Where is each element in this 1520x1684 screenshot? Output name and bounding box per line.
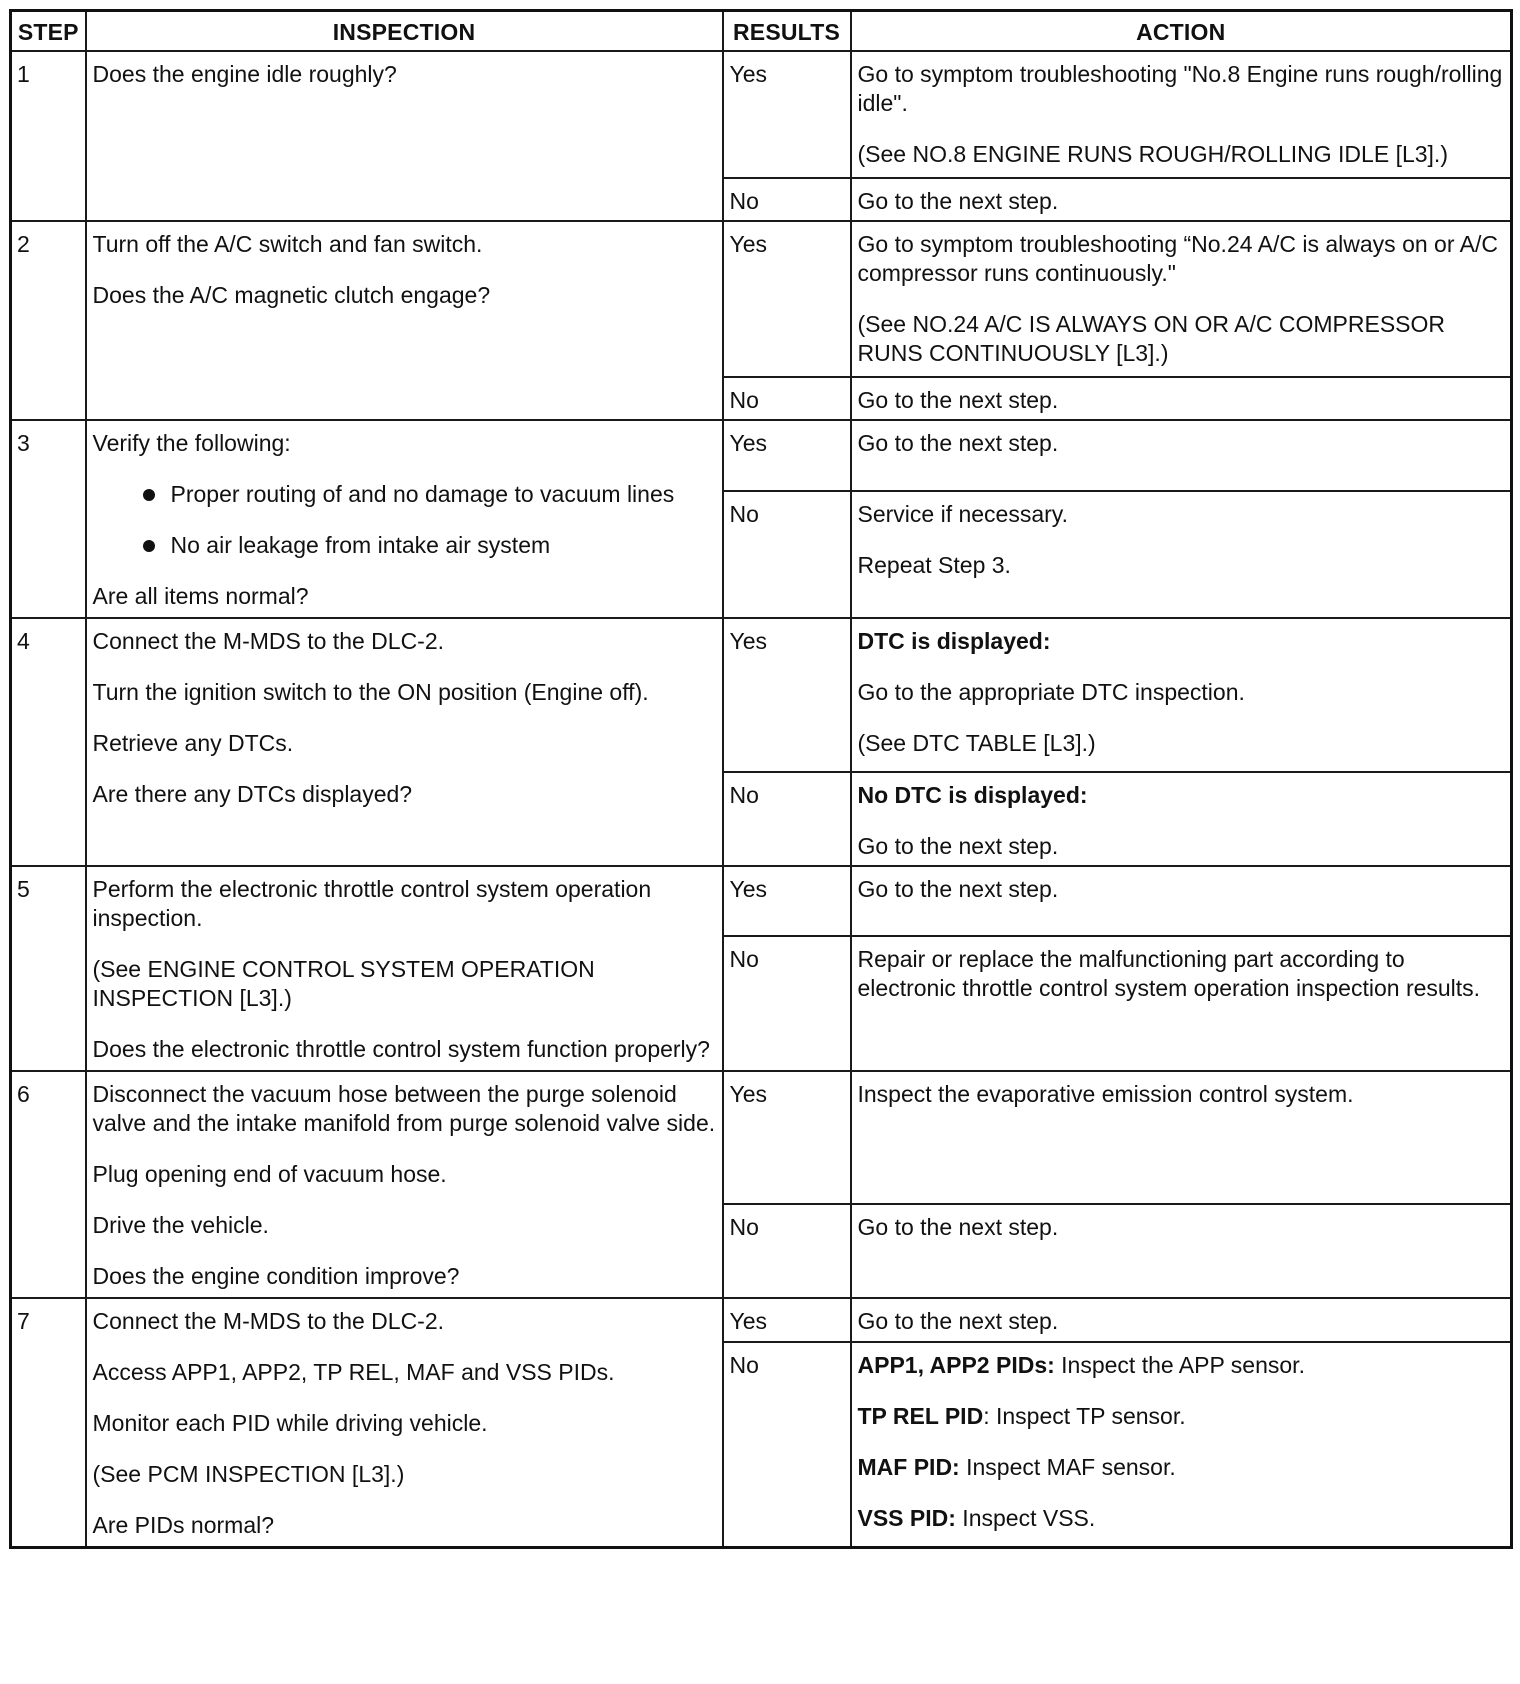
action-text: Go to the appropriate DTC inspection. bbox=[857, 679, 1245, 705]
action-text: (See NO.24 A/C IS ALWAYS ON OR A/C COMPRESSOR RUNS CONTINUOUSLY [L3].) bbox=[857, 311, 1446, 366]
inspection-text: Plug opening end of vacuum hose. bbox=[92, 1161, 447, 1187]
step-4-yes-row bbox=[11, 618, 1512, 772]
step-6-inspection bbox=[86, 1071, 723, 1298]
header-inspection: INSPECTION bbox=[86, 11, 723, 52]
action-text: Go to the next step. bbox=[857, 876, 1059, 902]
step-6-no-action bbox=[851, 1204, 1512, 1298]
inspection-text: Access APP1, APP2, TP REL, MAF and VSS PIDs. bbox=[92, 1359, 615, 1385]
inspection-text: Does the engine idle roughly? bbox=[92, 61, 397, 87]
pid-text: Inspect the APP sensor. bbox=[1054, 1352, 1305, 1378]
inspection-text: Are PIDs normal? bbox=[92, 1512, 275, 1538]
step-1-no-action bbox=[851, 178, 1512, 221]
action-text: Go to the next step. bbox=[857, 1214, 1059, 1240]
result-no: No bbox=[723, 1342, 851, 1548]
step-7-yes-row bbox=[11, 1298, 1512, 1342]
step-5-yes-row bbox=[11, 866, 1512, 936]
inspection-text: Turn the ignition switch to the ON position (Engine off). bbox=[92, 679, 649, 705]
step-2-yes-action bbox=[851, 221, 1512, 377]
step-2-yes-row bbox=[11, 221, 1512, 377]
action-heading-text: No DTC is displayed: bbox=[857, 782, 1088, 808]
inspection-text: Does the engine condition improve? bbox=[92, 1263, 460, 1289]
result-yes: Yes bbox=[723, 866, 851, 936]
step-3-no-action bbox=[851, 491, 1512, 618]
action-text: Go to symptom troubleshooting "No.8 Engine runs rough/rolling idle". bbox=[857, 61, 1503, 116]
step-7-no-action bbox=[851, 1342, 1512, 1548]
inspection-text: Connect the M-MDS to the DLC-2. bbox=[92, 628, 445, 654]
verify-list bbox=[93, 480, 716, 560]
inspection-text: Verify the following: bbox=[92, 430, 291, 456]
header-action: ACTION bbox=[851, 11, 1512, 52]
action-heading bbox=[858, 781, 1505, 810]
pid-action bbox=[858, 1504, 1505, 1533]
result-no: No bbox=[723, 377, 851, 420]
result-yes: Yes bbox=[723, 1071, 851, 1204]
inspection-text: Does the A/C magnetic clutch engage? bbox=[92, 282, 491, 308]
step-number: 3 bbox=[11, 420, 86, 618]
action-text: Service if necessary. bbox=[857, 501, 1068, 527]
step-3-yes-row bbox=[11, 420, 1512, 491]
inspection-text: (See ENGINE CONTROL SYSTEM OPERATION INSPECTION [L3].) bbox=[92, 956, 595, 1011]
step-4-no-action bbox=[851, 772, 1512, 866]
inspection-text: Turn off the A/C switch and fan switch. bbox=[92, 231, 483, 257]
result-yes: Yes bbox=[723, 618, 851, 772]
action-text: Go to the next step. bbox=[857, 1308, 1059, 1334]
action-heading bbox=[858, 627, 1505, 656]
result-yes: Yes bbox=[723, 1298, 851, 1342]
step-7-inspection bbox=[86, 1298, 723, 1548]
pid-key: TP REL PID bbox=[857, 1403, 984, 1429]
inspection-text: Does the electronic throttle control system function properly? bbox=[92, 1036, 710, 1062]
step-6-yes-row bbox=[11, 1071, 1512, 1204]
action-text: Go to the next step. bbox=[857, 833, 1059, 859]
step-1-yes-row bbox=[11, 51, 1512, 178]
step-5-inspection bbox=[86, 866, 723, 1071]
action-text: Inspect the evaporative emission control system. bbox=[857, 1081, 1354, 1107]
action-text: Repeat Step 3. bbox=[857, 552, 1011, 578]
header-row bbox=[11, 11, 1512, 52]
action-text: Go to the next step. bbox=[857, 188, 1059, 214]
step-3-inspection bbox=[86, 420, 723, 618]
inspection-text: Drive the vehicle. bbox=[92, 1212, 269, 1238]
pid-key: MAF PID: bbox=[857, 1454, 960, 1480]
pid-action bbox=[858, 1351, 1505, 1380]
step-5-yes-action bbox=[851, 866, 1512, 936]
step-7-yes-action bbox=[851, 1298, 1512, 1342]
inspection-text: Are all items normal? bbox=[92, 583, 309, 609]
bullet-icon bbox=[143, 489, 155, 501]
inspection-text: Perform the electronic throttle control system operation inspection. bbox=[92, 876, 652, 931]
pid-action bbox=[858, 1402, 1505, 1431]
result-yes: Yes bbox=[723, 221, 851, 377]
pid-key: APP1, APP2 PIDs: bbox=[857, 1352, 1055, 1378]
step-number: 1 bbox=[11, 51, 86, 221]
result-no: No bbox=[723, 491, 851, 618]
step-5-no-action bbox=[851, 936, 1512, 1071]
step-number: 5 bbox=[11, 866, 86, 1071]
step-2-inspection bbox=[86, 221, 723, 420]
step-2-no-action bbox=[851, 377, 1512, 420]
result-no: No bbox=[723, 178, 851, 221]
step-number: 4 bbox=[11, 618, 86, 866]
action-text: Go to symptom troubleshooting “No.24 A/C is always on or A/C compressor runs continuously." bbox=[857, 231, 1498, 286]
inspection-text: Retrieve any DTCs. bbox=[92, 730, 294, 756]
action-heading-text: DTC is displayed: bbox=[857, 628, 1051, 654]
step-number: 2 bbox=[11, 221, 86, 420]
list-item-text: No air leakage from intake air system bbox=[170, 532, 551, 558]
troubleshooting-table bbox=[9, 9, 1513, 1549]
action-text: (See NO.8 ENGINE RUNS ROUGH/ROLLING IDLE [L3].) bbox=[857, 141, 1448, 167]
result-no: No bbox=[723, 1204, 851, 1298]
list-item bbox=[141, 480, 716, 509]
step-1-yes-action bbox=[851, 51, 1512, 178]
step-4-inspection bbox=[86, 618, 723, 866]
action-text: (See DTC TABLE [L3].) bbox=[857, 730, 1096, 756]
bullet-icon bbox=[143, 540, 155, 552]
list-item bbox=[141, 531, 716, 560]
action-text: Go to the next step. bbox=[857, 387, 1059, 413]
pid-key: VSS PID: bbox=[857, 1505, 956, 1531]
action-text: Repair or replace the malfunctioning part according to electronic throttle control system operation inspection results. bbox=[857, 946, 1481, 1001]
inspection-text: (See PCM INSPECTION [L3].) bbox=[92, 1461, 405, 1487]
pid-text: : Inspect TP sensor. bbox=[983, 1403, 1186, 1429]
inspection-text: Are there any DTCs displayed? bbox=[92, 781, 413, 807]
step-3-yes-action bbox=[851, 420, 1512, 491]
result-no: No bbox=[723, 772, 851, 866]
pid-text: Inspect MAF sensor. bbox=[959, 1454, 1176, 1480]
header-results: RESULTS bbox=[723, 11, 851, 52]
step-number: 6 bbox=[11, 1071, 86, 1298]
pid-text: Inspect VSS. bbox=[955, 1505, 1096, 1531]
troubleshooting-document bbox=[9, 9, 1510, 1678]
inspection-text: Disconnect the vacuum hose between the purge solenoid valve and the intake manifold from purge solenoid valve side. bbox=[92, 1081, 716, 1136]
list-item-text: Proper routing of and no damage to vacuum lines bbox=[170, 481, 675, 507]
step-1-inspection bbox=[86, 51, 723, 221]
result-no: No bbox=[723, 936, 851, 1071]
result-yes: Yes bbox=[723, 51, 851, 178]
result-yes: Yes bbox=[723, 420, 851, 491]
inspection-text: Monitor each PID while driving vehicle. bbox=[92, 1410, 488, 1436]
inspection-text: Connect the M-MDS to the DLC-2. bbox=[92, 1308, 445, 1334]
header-step: STEP bbox=[11, 11, 86, 52]
step-6-yes-action bbox=[851, 1071, 1512, 1204]
step-4-yes-action bbox=[851, 618, 1512, 772]
pid-action bbox=[858, 1453, 1505, 1482]
step-number: 7 bbox=[11, 1298, 86, 1548]
action-text: Go to the next step. bbox=[857, 430, 1059, 456]
